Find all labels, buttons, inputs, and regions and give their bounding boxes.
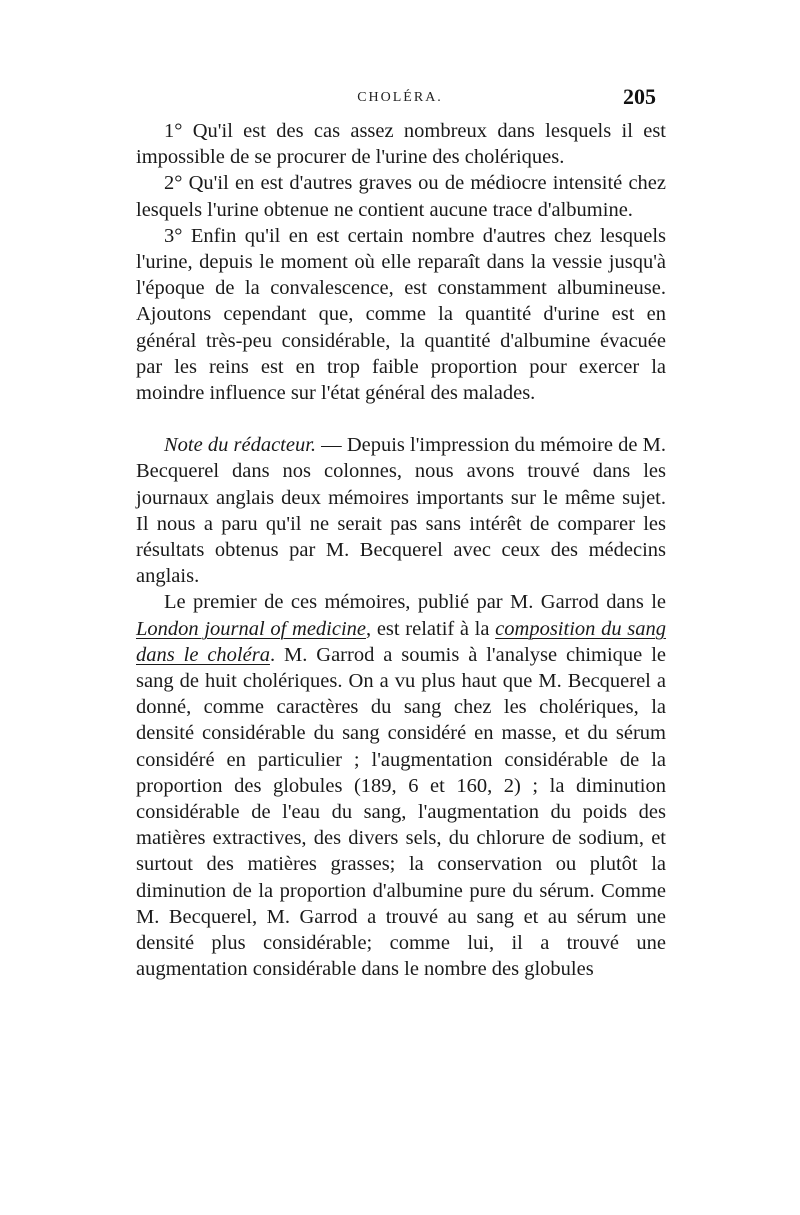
running-title: CHOLÉRA.: [357, 90, 443, 105]
memoir-topic: composition du sang dans le choléra: [136, 617, 666, 666]
body-text: [136, 118, 666, 983]
editor-note-text: — Depuis l'impression du mémoire de M. Becquerel dans nos colonnes, nous avons trouvé dans les journaux anglais deux mémoires importants sur le même sujet. Il nous a paru qu'il ne serait pas sans intérêt de comparer les résultats obtenus par M. Becquerel avec ceux des médecins anglais.: [136, 434, 666, 588]
journal-title: London journal of medicine: [136, 617, 367, 640]
paragraph-1: 1° Qu'il est des cas assez nombreux dans lesquels il est impossible de se procurer de l'urine des cholériques.: [136, 120, 666, 169]
paragraph-3: 3° Enfin qu'il en est certain nombre d'autres chez lesquels l'urine, depuis le moment où elle reparaît dans la vessie jusqu'à l'époque de la convalescence, est constamment albumineuse. Ajoutons cependant que, comme la quantité d'urine est en général très-peu considérable, la quantité d'albumine évacuée par les reins est en trop faible proportion pour exercer la moindre influence sur l'état général des malades.: [136, 224, 666, 405]
page-number: 205: [623, 84, 656, 109]
running-head: [140, 84, 660, 114]
garrod-text-c: . M. Garrod a soumis à l'analyse chimique le sang de huit cholériques. On a vu plus haut que M. Becquerel a donné, comme caractères du sang chez les cholériques, la densité considérable du sang considéré en masse, et du sérum considéré en particulier ; l'augmentation considérable de la proportion des globules (189, 6 et 160, 2) ; la diminution considérable de l'eau du sang, l'augmentation du poids des matières extractives, des divers sels, du chlorure de sodium, et surtout des matières grasses; la conservation ou plutôt la diminution de la proportion d'albumine pure du sérum. Comme M. Becquerel, M. Garrod a trouvé au sang et au sérum une densité plus considérable; comme lui, il a trouvé une augmentation considérable dans le nombre des globules: [136, 643, 666, 981]
garrod-text-a: Le premier de ces mémoires, publié par M. Garrod dans le: [164, 591, 666, 614]
paragraph-editor-note: [136, 432, 666, 589]
garrod-text-b: , est relatif à la: [366, 617, 496, 640]
paragraph-2: 2° Qu'il en est d'autres graves ou de médiocre intensité chez lesquels l'urine obtenue ne contient aucune trace d'albumine.: [136, 172, 666, 221]
paragraph-garrod: [136, 589, 666, 982]
editor-note-lead: Note du rédacteur.: [164, 434, 317, 457]
